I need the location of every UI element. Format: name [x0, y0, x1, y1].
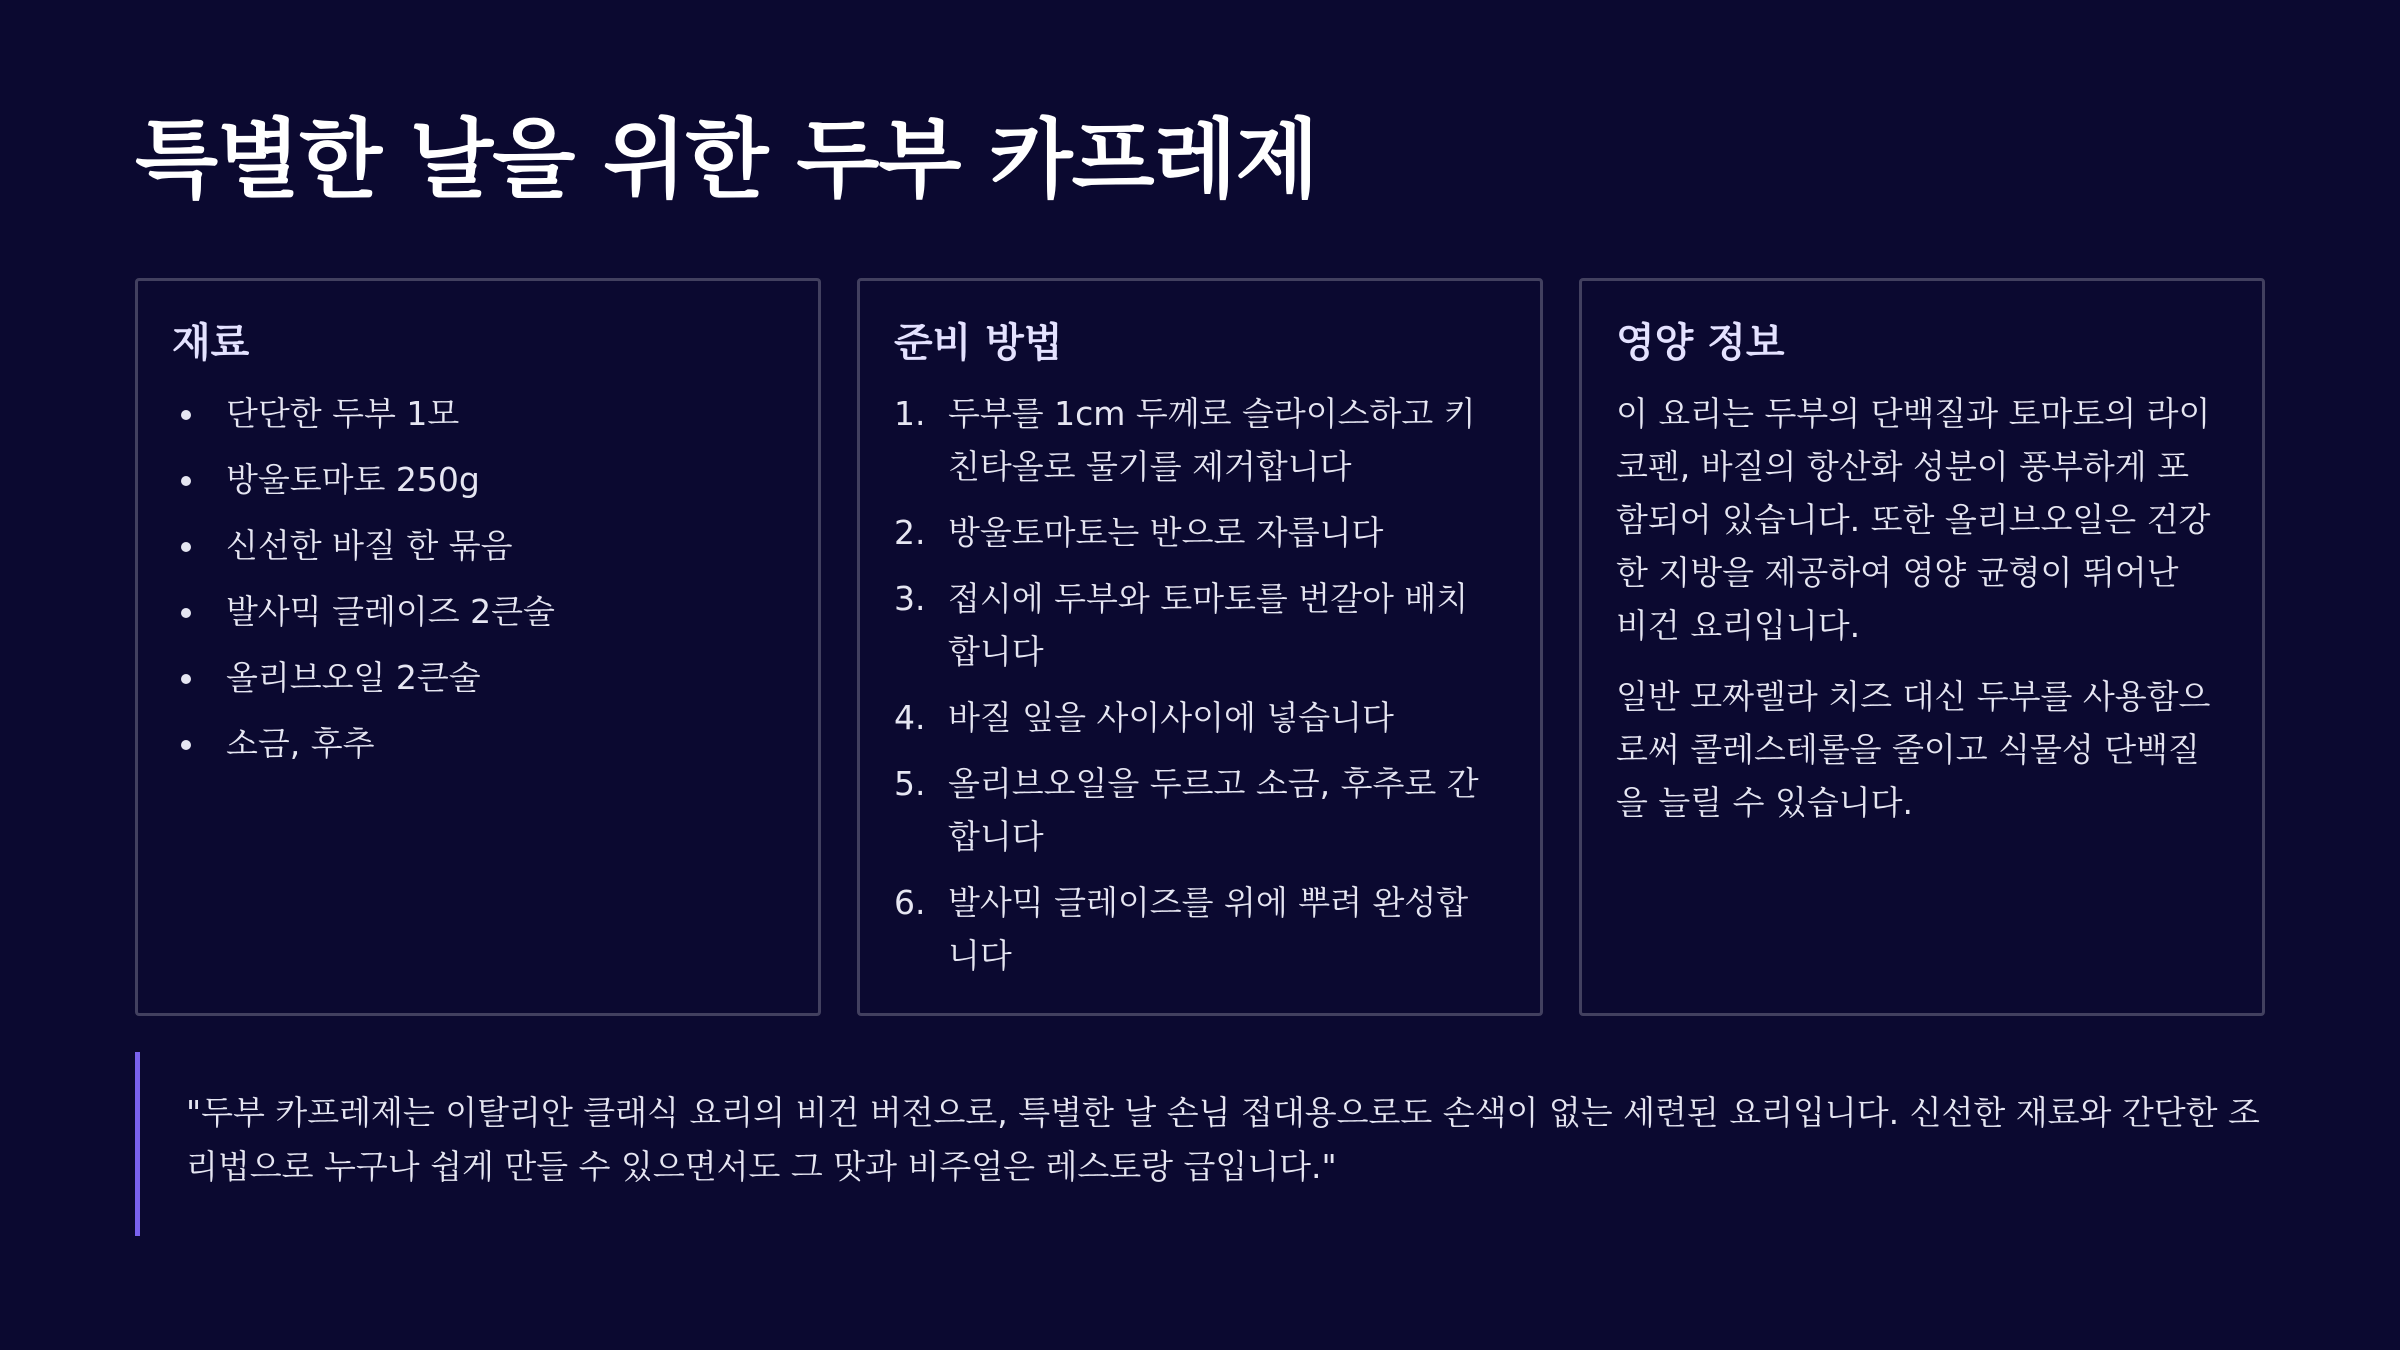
step-text: 발사믹 글레이즈를 위에 뿌려 완성합니다	[948, 883, 1469, 975]
step-number: 1.	[894, 394, 926, 433]
step-item	[894, 506, 1506, 559]
step-item	[894, 691, 1506, 744]
list-item: 방울토마토 250g	[172, 453, 784, 506]
ingredients-card	[135, 278, 821, 1016]
steps-list	[894, 387, 1506, 982]
list-item: 소금, 후추	[172, 717, 784, 770]
step-text: 접시에 두부와 토마토를 번갈아 배치합니다	[948, 579, 1469, 671]
quote-block	[135, 1052, 2265, 1236]
step-text: 올리브오일을 두르고 소금, 후추로 간합니다	[948, 764, 1479, 856]
list-item: 발사믹 글레이즈 2큰술	[172, 585, 784, 638]
step-item	[894, 572, 1506, 678]
quote-text: "두부 카프레제는 이탈리안 클래식 요리의 비건 버전으로, 특별한 날 손님 접대용으로도 손색이 없는 세련된 요리입니다. 신선한 재료와 간단한 조리법으로 누구나 쉽게 만들 수 있으면서도 그 맛과 비주얼은 레스토랑 급입니다."	[186, 1093, 2260, 1186]
step-number: 2.	[894, 513, 926, 552]
step-number: 4.	[894, 698, 926, 737]
list-item: 올리브오일 2큰술	[172, 651, 784, 704]
step-number: 5.	[894, 764, 926, 803]
step-number: 6.	[894, 883, 926, 922]
ingredients-list	[172, 387, 784, 770]
nutrition-paragraph: 이 요리는 두부의 단백질과 토마토의 라이코펜, 바질의 항산화 성분이 풍부하게 포함되어 있습니다. 또한 올리브오일은 건강한 지방을 제공하여 영양 균형이 뛰어난 비건 요리입니다.	[1616, 394, 2211, 645]
nutrition-card	[1579, 278, 2265, 1016]
list-item: 단단한 두부 1모	[172, 387, 784, 440]
list-item: 신선한 바질 한 묶음	[172, 519, 784, 572]
step-number: 3.	[894, 579, 926, 618]
nutrition-paragraph: 일반 모짜렐라 치즈 대신 두부를 사용함으로써 콜레스테롤을 줄이고 식물성 단백질을 늘릴 수 있습니다.	[1616, 677, 2211, 822]
step-text: 바질 잎을 사이사이에 넣습니다	[948, 698, 1394, 737]
ingredients-heading: 재료	[172, 320, 250, 366]
nutrition-heading: 영양 정보	[1616, 320, 1785, 366]
cards-row	[135, 278, 2265, 1016]
page-title: 특별한 날을 위한 두부 카프레제	[135, 110, 1318, 210]
step-text: 두부를 1cm 두께로 슬라이스하고 키친타올로 물기를 제거합니다	[948, 394, 1476, 486]
method-card	[857, 278, 1543, 1016]
step-item	[894, 387, 1506, 493]
step-text: 방울토마토는 반으로 자릅니다	[948, 513, 1384, 552]
step-item	[894, 876, 1506, 982]
method-heading: 준비 방법	[894, 320, 1063, 366]
step-item	[894, 757, 1506, 863]
